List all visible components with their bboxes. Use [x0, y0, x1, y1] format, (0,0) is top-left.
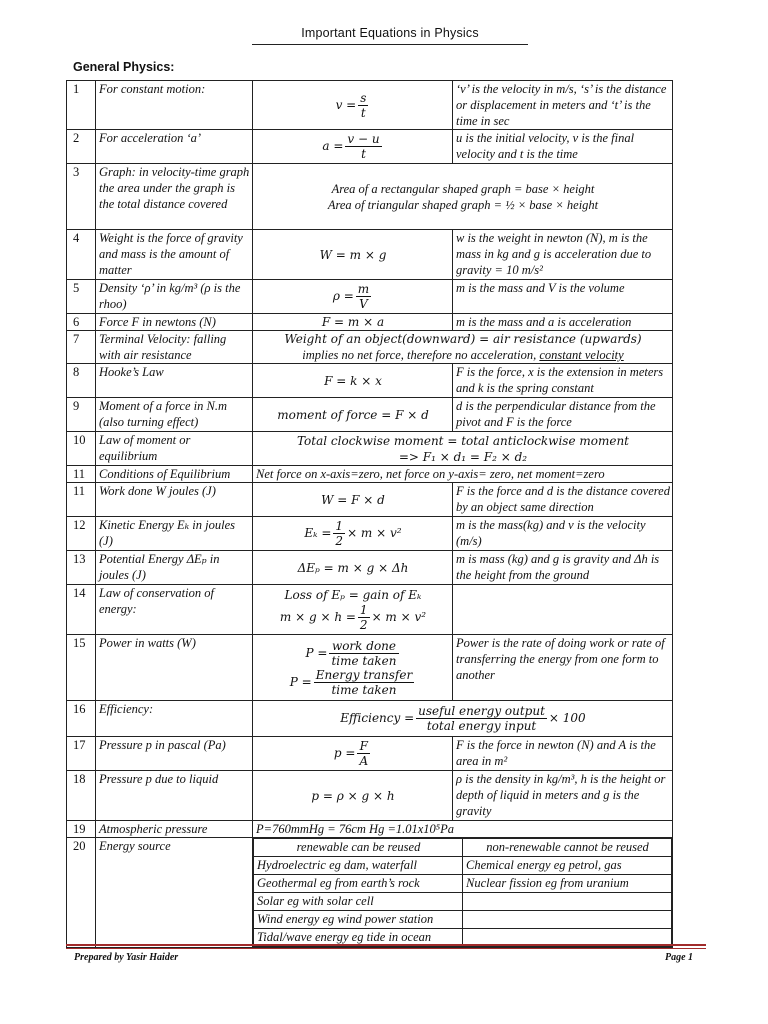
row-topic: Energy source	[96, 838, 253, 948]
row-topic: Kinetic Energy Eₖ in joules (J)	[96, 517, 253, 551]
renewable-item: Wind energy eg wind power station	[254, 911, 463, 929]
row-number: 20	[67, 838, 96, 948]
row-number: 15	[67, 635, 96, 701]
footer-divider	[66, 944, 706, 946]
energy-source-table	[253, 838, 672, 947]
section-heading: General Physics:	[73, 60, 175, 74]
row-equation: Efficiency = $\frac{\text{useful energy output}}{\text{total energy input}}$ × 100	[253, 701, 673, 737]
row-number: 7	[67, 331, 96, 364]
row-topic: Atmospheric pressure	[96, 821, 253, 838]
row-topic: For constant motion:	[96, 81, 253, 130]
nonrenewable-heading: non-renewable cannot be reused	[463, 839, 672, 857]
row-number: 9	[67, 398, 96, 432]
row-topic: Weight is the force of gravity and mass is the amount of matter	[96, 230, 253, 280]
row-number: 16	[67, 701, 96, 737]
row-number: 1	[67, 81, 96, 130]
row-equation: p = ρ × g × h	[253, 771, 453, 821]
footer-author: Prepared by Yasir Haider	[74, 952, 179, 963]
row-note: m is mass (kg) and g is gravity and Δh is the height from the ground	[453, 551, 673, 585]
row-number: 8	[67, 364, 96, 398]
row-equation: a = $\frac{v - u}{t}$	[253, 130, 453, 164]
row-equation: F = m × a	[253, 314, 453, 331]
nonrenewable-item	[463, 911, 672, 929]
row-equation: Loss of Eₚ = gain of Eₖ m × g × h = $\frac{1}{2}$ × m × v²	[253, 585, 453, 635]
row-topic: Graph: in velocity-time graph the area under the graph is the total distance covered	[96, 164, 253, 230]
row-note: ρ is the density in kg/m³, h is the height or depth of liquid in meters and g is the gravity	[453, 771, 673, 821]
renewable-item: Tidal/wave energy eg tide in ocean	[254, 929, 463, 947]
row-number: 2	[67, 130, 96, 164]
row-topic: Density ‘ρ’ in kg/m³ (ρ is the rhoo)	[96, 280, 253, 314]
row-note	[453, 585, 673, 635]
row-topic: Law of conservation of energy:	[96, 585, 253, 635]
renewable-item: Hydroelectric eg dam, waterfall	[254, 857, 463, 875]
row-note: d is the perpendicular distance from the pivot and F is the force	[453, 398, 673, 432]
row-equation: W = F × d	[253, 483, 453, 517]
table-row	[67, 585, 673, 635]
row-number: 3	[67, 164, 96, 230]
table-row	[67, 130, 673, 164]
row-equation: moment of force = F × d	[253, 398, 453, 432]
row-topic: Pressure p due to liquid	[96, 771, 253, 821]
row-number: 10	[67, 432, 96, 466]
row-topic: Hooke’s Law	[96, 364, 253, 398]
row-equation: Total clockwise moment = total anticlockwise moment => F₁ × d₁ = F₂ × d₂	[253, 432, 673, 466]
row-note: m is the mass and V is the volume	[453, 280, 673, 314]
row-note: P=760mmHg = 76cm Hg =1.01x10⁵Pa	[253, 821, 673, 838]
row-number: 11	[67, 466, 96, 483]
table-row	[67, 398, 673, 432]
row-number: 11	[67, 483, 96, 517]
table-row	[67, 771, 673, 821]
row-note: w is the weight in newton (N), m is the mass in kg and g is acceleration due to gravity = 10 m/s²	[453, 230, 673, 280]
row-number: 5	[67, 280, 96, 314]
table-row	[67, 331, 673, 364]
row-number: 18	[67, 771, 96, 821]
row-equation: W = m × g	[253, 230, 453, 280]
row-note: Power is the rate of doing work or rate of transferring the energy from one form to another	[453, 635, 673, 701]
nonrenewable-item: Chemical energy eg petrol, gas	[463, 857, 672, 875]
renewable-item: Geothermal eg from earth’s rock	[254, 875, 463, 893]
equations-table	[66, 80, 673, 948]
table-row	[67, 280, 673, 314]
table-row	[67, 701, 673, 737]
row-note: u is the initial velocity, v is the final velocity and t is the time	[453, 130, 673, 164]
footer-divider	[66, 948, 706, 949]
row-topic: Potential Energy ΔEₚ in joules (J)	[96, 551, 253, 585]
row-topic: Conditions of Equilibrium	[96, 466, 253, 483]
table-row	[67, 838, 673, 948]
row-number: 13	[67, 551, 96, 585]
row-equation: Weight of an object(downward) = air resistance (upwards) implies no net force, therefore no acceleration, constant velocity	[253, 331, 673, 364]
row-equation: ΔEₚ = m × g × Δh	[253, 551, 453, 585]
row-equation: F = k × x	[253, 364, 453, 398]
area-triangle-text: Area of triangular shaped graph = ½ × base × height	[327, 197, 599, 212]
row-topic: Moment of a force in N.m (also turning effect)	[96, 398, 253, 432]
row-topic: Force F in newtons (N)	[96, 314, 253, 331]
renewable-heading: renewable can be reused	[254, 839, 463, 857]
table-row	[67, 230, 673, 280]
table-row	[67, 81, 673, 130]
table-row	[67, 821, 673, 838]
row-topic: Efficiency:	[96, 701, 253, 737]
row-number: 4	[67, 230, 96, 280]
row-topic: For acceleration ‘a’	[96, 130, 253, 164]
table-row	[67, 551, 673, 585]
row-equation: Eₖ = $\frac{1}{2}$ × m × v²	[253, 517, 453, 551]
row-note: m is the mass and a is acceleration	[453, 314, 673, 331]
area-rectangle-text: Area of a rectangular shaped graph = base × height	[331, 181, 595, 196]
table-row	[67, 314, 673, 331]
row-note: ‘v’ is the velocity in m/s, ‘s’ is the distance or displacement in meters and ‘t’ is the time in sec	[453, 81, 673, 130]
row-topic: Law of moment or equilibrium	[96, 432, 253, 466]
row-note: F is the force, x is the extension in meters and k is the spring constant	[453, 364, 673, 398]
row-number: 14	[67, 585, 96, 635]
row-number: 17	[67, 737, 96, 771]
row-topic: Terminal Velocity: falling with air resistance	[96, 331, 253, 364]
nonrenewable-item: Nuclear fission eg from uranium	[463, 875, 672, 893]
row-number: 19	[67, 821, 96, 838]
row-note: Net force on x-axis=zero, net force on y-axis= zero, net moment=zero	[253, 466, 673, 483]
row-equation	[253, 164, 673, 230]
table-row	[67, 737, 673, 771]
row-topic: Work done W joules (J)	[96, 483, 253, 517]
table-row	[67, 483, 673, 517]
table-row	[67, 635, 673, 701]
row-equation: ρ = $\frac{m}{V}$	[253, 280, 453, 314]
row-equation: P = $\frac{\text{work done}}{\text{time taken}}$ P = $\frac{\text{Energy transfer}}{\text{time taken}}$	[253, 635, 453, 701]
nonrenewable-item	[463, 893, 672, 911]
table-row	[67, 517, 673, 551]
row-number: 6	[67, 314, 96, 331]
energy-source-cell	[253, 838, 673, 948]
row-note: F is the force in newton (N) and A is the area in m²	[453, 737, 673, 771]
renewable-item: Solar eg with solar cell	[254, 893, 463, 911]
table-row	[67, 164, 673, 230]
row-number: 12	[67, 517, 96, 551]
page-title: Important Equations in Physics	[252, 26, 528, 45]
row-equation: p = $\frac{F}{A}$	[253, 737, 453, 771]
table-row	[67, 364, 673, 398]
table-row	[67, 432, 673, 466]
row-note: F is the force and d is the distance covered by an object same direction	[453, 483, 673, 517]
table-row	[67, 466, 673, 483]
row-topic: Pressure p in pascal (Pa)	[96, 737, 253, 771]
row-topic: Power in watts (W)	[96, 635, 253, 701]
row-equation: v = $\frac{s}{t}$	[253, 81, 453, 130]
row-note: m is the mass(kg) and v is the velocity (m/s)	[453, 517, 673, 551]
page-number: Page 1	[665, 952, 694, 963]
